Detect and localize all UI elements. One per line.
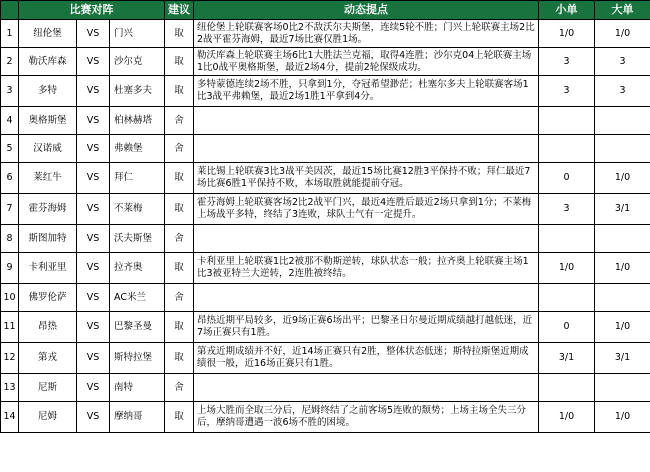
table-row [1,194,650,225]
small-bet-cell: 3 [539,194,595,225]
pick-cell: 取 [165,76,194,107]
small-bet-cell: 3 [539,48,595,76]
small-bet-cell: 0 [539,163,595,194]
away-team: 杜塞多夫 [110,76,165,107]
notes-cell [194,284,539,312]
row-number: 1 [1,20,19,48]
notes-cell: 霍芬海姆上轮联赛客场2比2战平门兴，最近4连胜后最近2场只拿到1分；不莱梅上场战平多特，终结了3连败，球队士气有一定提升。 [194,194,539,225]
table-row [1,374,650,402]
pick-cell: 舍 [165,107,194,135]
table-row [1,135,650,163]
row-number: 6 [1,163,19,194]
vs-label: VS [77,48,110,76]
table-row [1,402,650,433]
row-number: 13 [1,374,19,402]
small-bet-cell: 0 [539,312,595,343]
vs-label: VS [77,225,110,253]
pick-cell: 舍 [165,225,194,253]
notes-cell: 上场大胜而全取三分后，尼姆终结了之前客场5连败的颓势；上场主场全失三分后，摩纳哥遭遇一波6场不胜的困境。 [194,402,539,433]
home-team: 斯图加特 [19,225,77,253]
pick-cell: 取 [165,312,194,343]
table-row [1,225,650,253]
header-notes: 动态提点 [194,1,539,20]
table-row [1,163,650,194]
away-team: 沙尔克 [110,48,165,76]
pick-cell: 取 [165,343,194,374]
away-team: 弗赖堡 [110,135,165,163]
small-bet-cell: 1/0 [539,253,595,284]
notes-cell [194,225,539,253]
row-number: 14 [1,402,19,433]
big-bet-cell [595,374,650,402]
notes-cell: 纽伦堡上轮联赛客场0比2不敌沃尔夫斯堡，连续5轮不胜；门兴上轮联赛主场2比2战平霍芬海姆，最近7场比赛仅胜1场。 [194,20,539,48]
small-bet-cell [539,135,595,163]
away-team: 不莱梅 [110,194,165,225]
notes-cell: 勒沃库森上轮联赛主场6比1大胜法兰克福，取得4连胜；沙尔克04上轮联赛主场1比0战平奥格斯堡，最近2场4分，提前2轮保级成功。 [194,48,539,76]
table-row [1,48,650,76]
table-row [1,343,650,374]
pick-cell: 舍 [165,284,194,312]
header-big: 大单 [595,1,650,20]
pick-cell: 取 [165,163,194,194]
row-number: 8 [1,225,19,253]
pick-cell: 舍 [165,374,194,402]
home-team: 卡利亚里 [19,253,77,284]
vs-label: VS [77,253,110,284]
away-team: 柏林赫塔 [110,107,165,135]
vs-label: VS [77,135,110,163]
table-row [1,107,650,135]
row-number: 11 [1,312,19,343]
small-bet-cell [539,107,595,135]
away-team: 摩纳哥 [110,402,165,433]
away-team: 巴黎圣曼 [110,312,165,343]
home-team: 第戎 [19,343,77,374]
home-team: 昂热 [19,312,77,343]
row-number: 2 [1,48,19,76]
row-number: 9 [1,253,19,284]
table-row [1,284,650,312]
header-small: 小单 [539,1,595,20]
home-team: 佛罗伦萨 [19,284,77,312]
table-row [1,312,650,343]
small-bet-cell: 3 [539,76,595,107]
pick-cell: 取 [165,48,194,76]
home-team: 尼斯 [19,374,77,402]
away-team: 南特 [110,374,165,402]
big-bet-cell [595,107,650,135]
row-number: 7 [1,194,19,225]
pick-cell: 舍 [165,135,194,163]
big-bet-cell [595,225,650,253]
big-bet-cell [595,135,650,163]
row-number: 5 [1,135,19,163]
away-team: 拜仁 [110,163,165,194]
row-number: 3 [1,76,19,107]
away-team: 沃夫斯堡 [110,225,165,253]
big-bet-cell: 1/0 [595,402,650,433]
row-number: 10 [1,284,19,312]
home-team: 莱红牛 [19,163,77,194]
big-bet-cell: 3 [595,48,650,76]
big-bet-cell: 3 [595,76,650,107]
header-row [1,1,650,20]
notes-cell [194,135,539,163]
notes-cell: 多特蒙德连续2场不胜，只拿到1分，夺冠希望渺茫；杜塞尔多夫上轮联赛客场1比3战平弗赖堡，最近2场1胜1平拿到4分。 [194,76,539,107]
notes-cell [194,107,539,135]
table-row [1,20,650,48]
row-number: 12 [1,343,19,374]
vs-label: VS [77,312,110,343]
notes-cell: 卡利亚里上轮联赛1比2被那不勒斯逆转，球队状态一般；拉齐奥上轮联赛主场1比3被亚特兰大逆转，2连胜被终结。 [194,253,539,284]
home-team: 尼姆 [19,402,77,433]
pick-cell: 取 [165,253,194,284]
big-bet-cell: 1/0 [595,163,650,194]
small-bet-cell: 3/1 [539,343,595,374]
vs-label: VS [77,76,110,107]
pick-cell: 取 [165,20,194,48]
home-team: 多特 [19,76,77,107]
big-bet-cell: 3/1 [595,343,650,374]
away-team: 拉齐奥 [110,253,165,284]
table-row [1,253,650,284]
notes-cell: 昂热近期平局较多，近9场正赛6场出平；巴黎圣日尔曼近期成绩越打越低迷，近7场正赛只有1胜。 [194,312,539,343]
vs-label: VS [77,284,110,312]
vs-label: VS [77,20,110,48]
table-row [1,76,650,107]
away-team: 门兴 [110,20,165,48]
home-team: 汉诺威 [19,135,77,163]
home-team: 奥格斯堡 [19,107,77,135]
vs-label: VS [77,163,110,194]
small-bet-cell: 1/0 [539,20,595,48]
header-match: 比赛对阵 [19,1,165,20]
big-bet-cell: 1/0 [595,253,650,284]
vs-label: VS [77,402,110,433]
small-bet-cell [539,284,595,312]
vs-label: VS [77,343,110,374]
big-bet-cell: 1/0 [595,20,650,48]
small-bet-cell: 1/0 [539,402,595,433]
big-bet-cell: 1/0 [595,312,650,343]
notes-cell [194,374,539,402]
notes-cell: 第戎近期成绩并不好，近14场正赛只有2胜，整体状态低迷；斯特拉斯堡近期成绩很一般，近16场正赛只有1胜。 [194,343,539,374]
home-team: 纽伦堡 [19,20,77,48]
header-num [1,1,19,20]
big-bet-cell: 3/1 [595,194,650,225]
home-team: 霍芬海姆 [19,194,77,225]
pick-cell: 取 [165,194,194,225]
small-bet-cell [539,225,595,253]
vs-label: VS [77,194,110,225]
vs-label: VS [77,107,110,135]
big-bet-cell [595,284,650,312]
pick-cell: 取 [165,402,194,433]
header-pick: 建议 [165,1,194,20]
away-team: AC米兰 [110,284,165,312]
vs-label: VS [77,374,110,402]
away-team: 斯特拉堡 [110,343,165,374]
home-team: 勒沃库森 [19,48,77,76]
notes-cell: 莱比锡上轮联赛3比3战平美因茨，最近15场比赛12胜3平保持不败；拜仁最近7场比赛6胜1平保持不败，本场取胜就能提前夺冠。 [194,163,539,194]
row-number: 4 [1,107,19,135]
small-bet-cell [539,374,595,402]
